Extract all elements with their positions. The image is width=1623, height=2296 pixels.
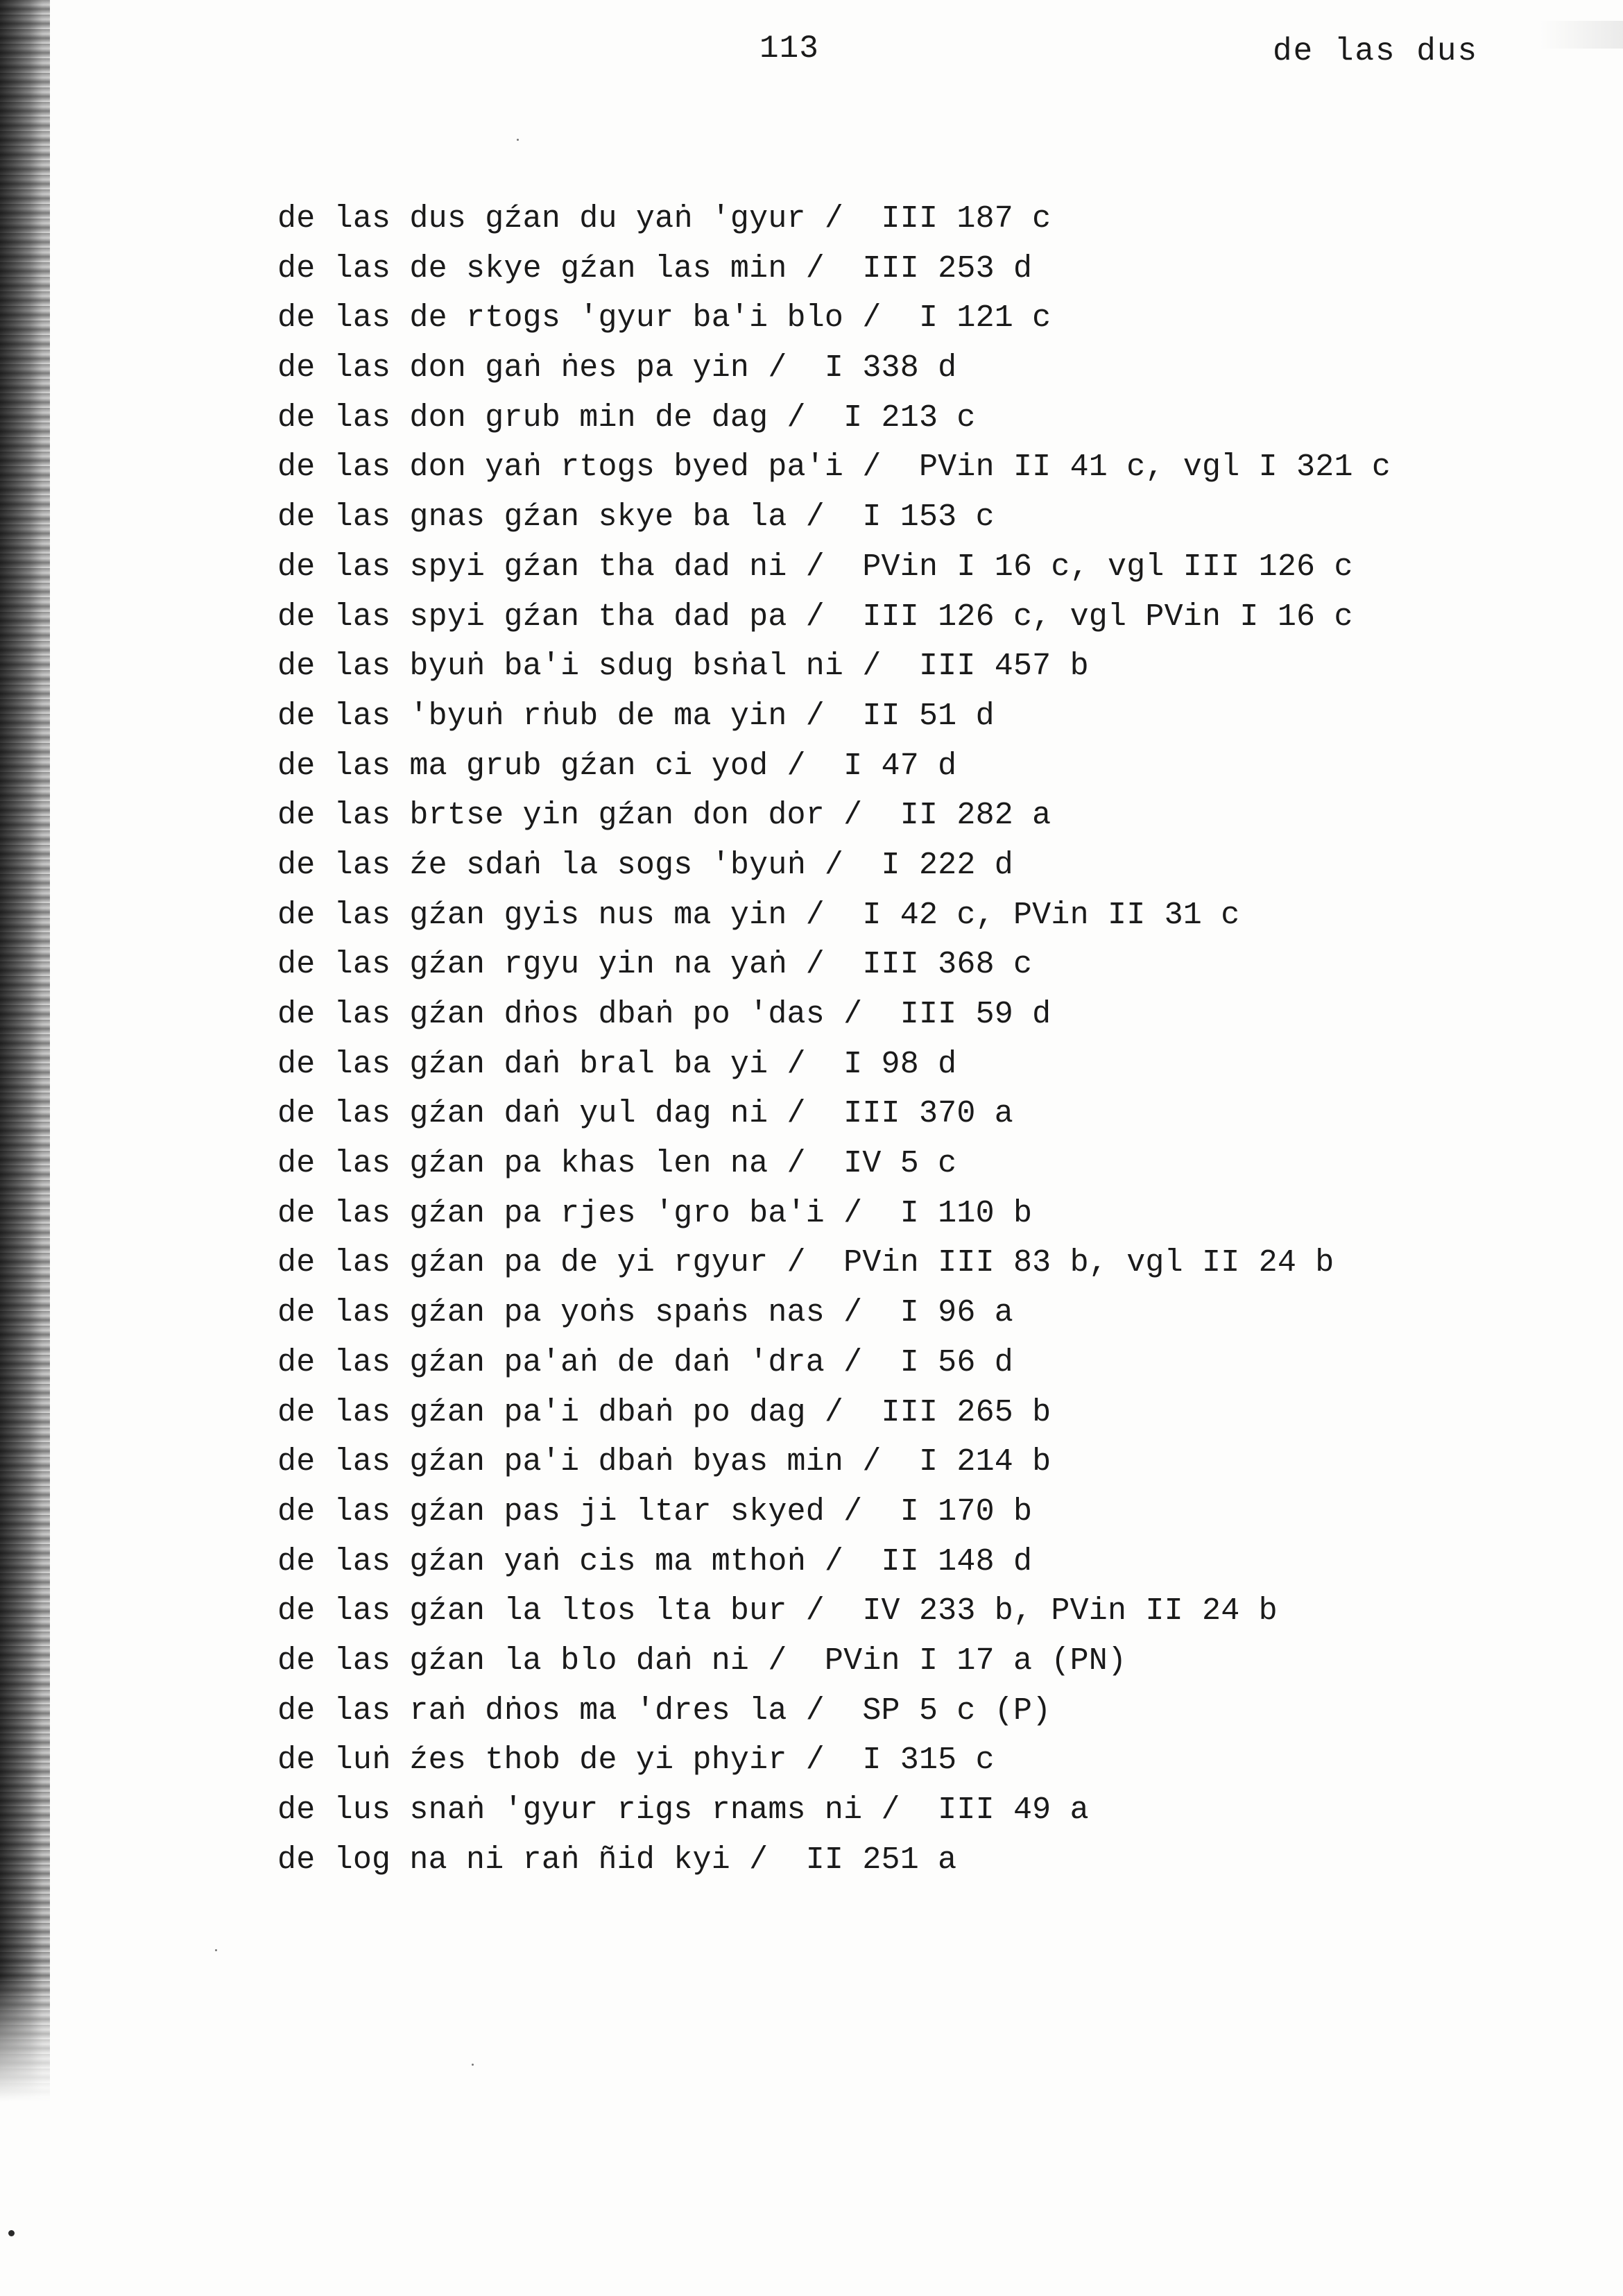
entry-line: de las gźan la blo daṅ ni / PVin I 17 a (PN) xyxy=(277,1643,1127,1679)
entry-line: de las gźan daṅ bral ba yi / I 98 d xyxy=(277,1046,957,1082)
entry-line: de las gnas gźan skye ba la / I 153 c xyxy=(277,499,995,536)
entry-line: de las 'byuṅ rṅub de ma yin / II 51 d xyxy=(277,698,995,734)
entry-line: de las gźan la ltos lta bur / IV 233 b, PVin II 24 b xyxy=(277,1593,1278,1629)
entry-line: de las gźan dṅos dbaṅ po 'das / III 59 d xyxy=(277,997,1051,1032)
entry-line: de las dus gźan du yaṅ 'gyur / III 187 c xyxy=(277,201,1051,237)
entry-line: de las don grub min de dag / I 213 c xyxy=(277,400,976,436)
entry-line: de las spyi gźan tha dad pa / III 126 c, vgl PVin I 16 c xyxy=(277,599,1353,635)
stray-ink-mark xyxy=(8,2230,15,2236)
entry-line: de las ma grub gźan ci yod / I 47 d xyxy=(277,748,957,784)
entry-line: de las de skye gźan las min / III 253 d xyxy=(277,250,1033,286)
page-number: 113 xyxy=(759,31,819,67)
entry-line: de log na ni raṅ ñid kyi / II 251 a xyxy=(277,1842,957,1878)
entry-line: de las gźan pa'i dbaṅ byas min / I 214 b xyxy=(277,1444,1051,1480)
entry-line: de las gźan daṅ yul dag ni / III 370 a xyxy=(277,1096,1013,1132)
entry-line: de las gźan pa khas len na / IV 5 c xyxy=(277,1146,957,1182)
entry-line: de las gźan pas ji ltar skyed / I 170 b xyxy=(277,1493,1033,1530)
entry-line: de las gźan pa yoṅs spaṅs nas / I 96 a xyxy=(277,1295,1013,1331)
scan-speck xyxy=(215,1949,217,1951)
binding-shadow xyxy=(0,0,50,2102)
entry-line: de las gźan pa de yi rgyur / PVin III 83 b, vgl II 24 b xyxy=(277,1245,1334,1281)
entry-line: de las spyi gźan tha dad ni / PVin I 16 c, vgl III 126 c xyxy=(277,549,1353,585)
scan-speck xyxy=(472,2064,474,2066)
scan-smudge xyxy=(1540,21,1623,49)
entry-line: de las gźan pa'i dbaṅ po dag / III 265 b xyxy=(277,1394,1051,1430)
entry-line: de las byuṅ ba'i sdug bsṅal ni / III 457 b xyxy=(277,649,1089,685)
entry-line: de las de rtogs 'gyur ba'i blo / I 121 c xyxy=(277,300,1051,336)
entry-line: de las don yaṅ rtogs byed pa'i / PVin II 41 c, vgl I 321 c xyxy=(277,449,1391,486)
entry-line: de las źe sdaṅ la sogs 'byuṅ / I 222 d xyxy=(277,847,1013,883)
entry-line: de luṅ źes thob de yi phyir / I 315 c xyxy=(277,1742,995,1779)
entry-line: de las gźan rgyu yin na yaṅ / III 368 c xyxy=(277,947,1033,983)
entry-line: de las raṅ dṅos ma 'dres la / SP 5 c (P) xyxy=(277,1693,1051,1729)
entry-line: de las brtse yin gźan don dor / II 282 a xyxy=(277,798,1051,834)
entry-line: de las gźan yaṅ cis ma mthoṅ / II 148 d xyxy=(277,1543,1033,1579)
entry-list xyxy=(277,194,1391,1885)
entry-line: de lus snaṅ 'gyur rigs rnams ni / III 49 a xyxy=(277,1792,1089,1828)
running-head: de las dus xyxy=(1273,33,1479,69)
entry-line: de las gźan gyis nus ma yin / I 42 c, PVin II 31 c xyxy=(277,897,1240,933)
entry-line: de las gźan pa rjes 'gro ba'i / I 110 b xyxy=(277,1195,1033,1231)
scan-speck xyxy=(517,139,519,141)
entry-line: de las gźan pa'aṅ de daṅ 'dra / I 56 d xyxy=(277,1344,1013,1380)
entry-line: de las don gaṅ ṅes pa yin / I 338 d xyxy=(277,350,957,386)
